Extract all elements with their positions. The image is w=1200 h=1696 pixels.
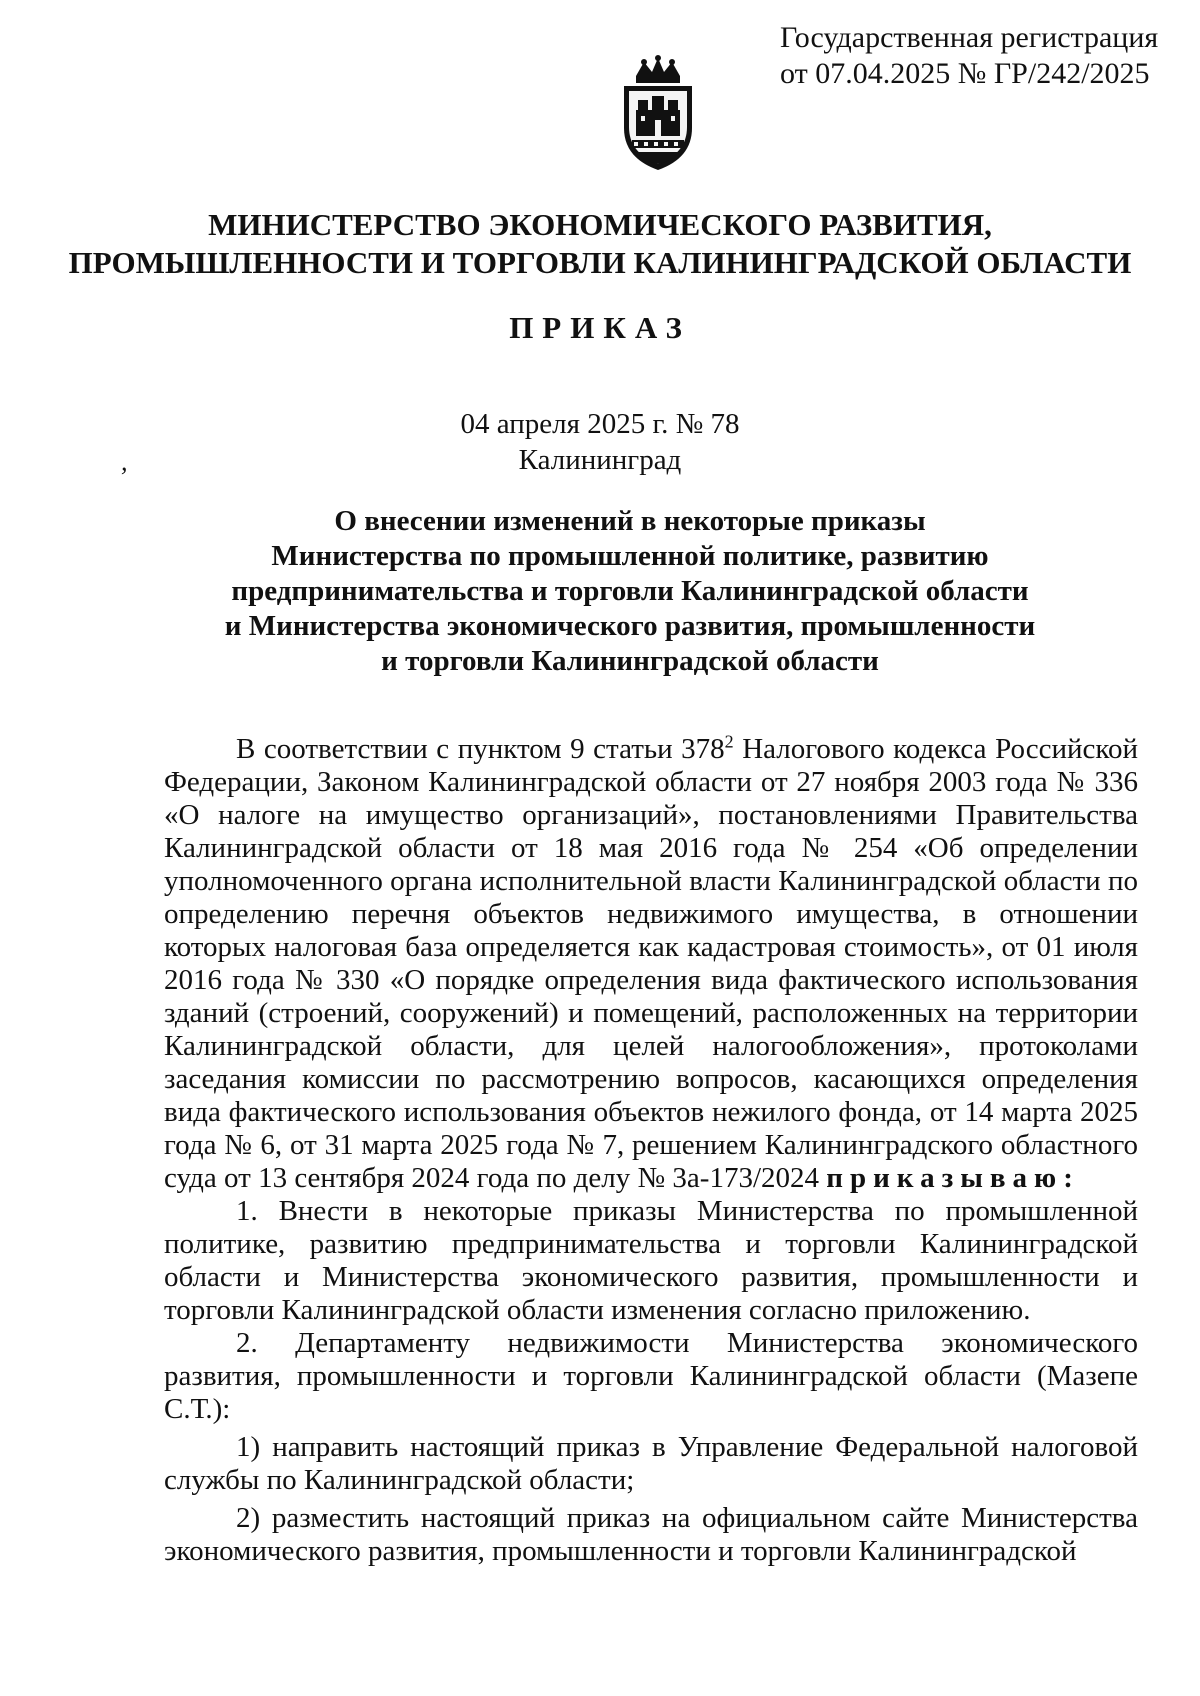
ministry-name — [60, 206, 1140, 282]
subject-line-2: Министерства по промышленной политике, развитию — [271, 540, 989, 572]
article-superscript: 2 — [724, 731, 734, 752]
decree-word: приказываю: — [826, 1162, 1080, 1194]
item-2-2-paragraph: 2) разместить настоящий приказ на официальном сайте Министерства экономического развития, промышленности и торговли Калининградской — [164, 1502, 1138, 1567]
item-2-1-paragraph: 1) направить настоящий приказ в Управление Федеральной налоговой службы по Калининградской области; — [164, 1431, 1138, 1496]
order-date-number: 04 апреля 2025 г. № 78 — [460, 408, 740, 440]
item-1-paragraph: 1. Внести в некоторые приказы Министерства по промышленной политике, развитию предпринимательства и торговли Калининградской области и Министерства экономического развития, промышленности и торговли Калининградской области изменения согласно приложению. — [164, 1195, 1138, 1326]
item-2-paragraph: 2. Департаменту недвижимости Министерства экономического развития, промышленности и торговли Калининградской области (Мазепе С.Т.): — [164, 1327, 1138, 1425]
ministry-line-1: МИНИСТЕРСТВО ЭКОНОМИЧЕСКОГО РАЗВИТИЯ, — [208, 207, 992, 242]
registration-stamp — [780, 20, 1180, 92]
preamble-paragraph — [164, 733, 1138, 1195]
ministry-line-2: ПРОМЫШЛЕННОСТИ И ТОРГОВЛИ КАЛИНИНГРАДСКОЙ ОБЛАСТИ — [68, 245, 1132, 280]
subject-line-1: О внесении изменений в некоторые приказы — [334, 505, 926, 537]
order-body — [164, 733, 1138, 1568]
kaliningrad-coat-of-arms-icon — [614, 54, 702, 174]
order-subject — [200, 504, 1060, 679]
registration-line-2: от 07.04.2025 № ГР/242/2025 — [780, 57, 1150, 90]
registration-line-1: Государственная регистрация — [780, 21, 1159, 54]
order-city: Калининград — [518, 444, 682, 476]
document-type: ПРИКАЗ — [509, 310, 691, 345]
preamble-start: В соответствии с пунктом 9 статьи 378 — [236, 733, 725, 765]
stray-mark: ’ — [118, 462, 127, 491]
subject-line-5: и торговли Калининградской области — [381, 645, 879, 677]
date-and-place — [60, 406, 1140, 478]
preamble-rest: Налогового кодекса Российской Федерации, Законом Калининградской области от 27 ноября 2003 года № 336 «О налоге на имущество организаций», постановлениями Правительства Калининградской области от 18 мая 2016 года № 254 «Об определении уполномоченного органа исполнительной власти Калининградской области по определению перечня объектов недвижимого имущества, в отношении которых налоговая база определяется как кадастровая стоимость», от 01 июля 2016 года № 330 «О порядке определения вида фактического использования зданий (строений, сооружений) и помещений, расположенных на территории Калининградской области, для целей налогообложения», протоколами заседания комиссии по рассмотрению вопросов, касающихся определения вида фактического использования объектов нежилого фонда, от 14 марта 2025 года № 6, от 31 марта 2025 года № 7, решением Калининградского областного суда от 13 сентября 2024 года по делу № 3а-173/2024 — [164, 733, 1138, 1194]
subject-line-3: предпринимательства и торговли Калининградской области — [231, 575, 1029, 607]
subject-line-4: и Министерства экономического развития, промышленности — [224, 610, 1036, 642]
